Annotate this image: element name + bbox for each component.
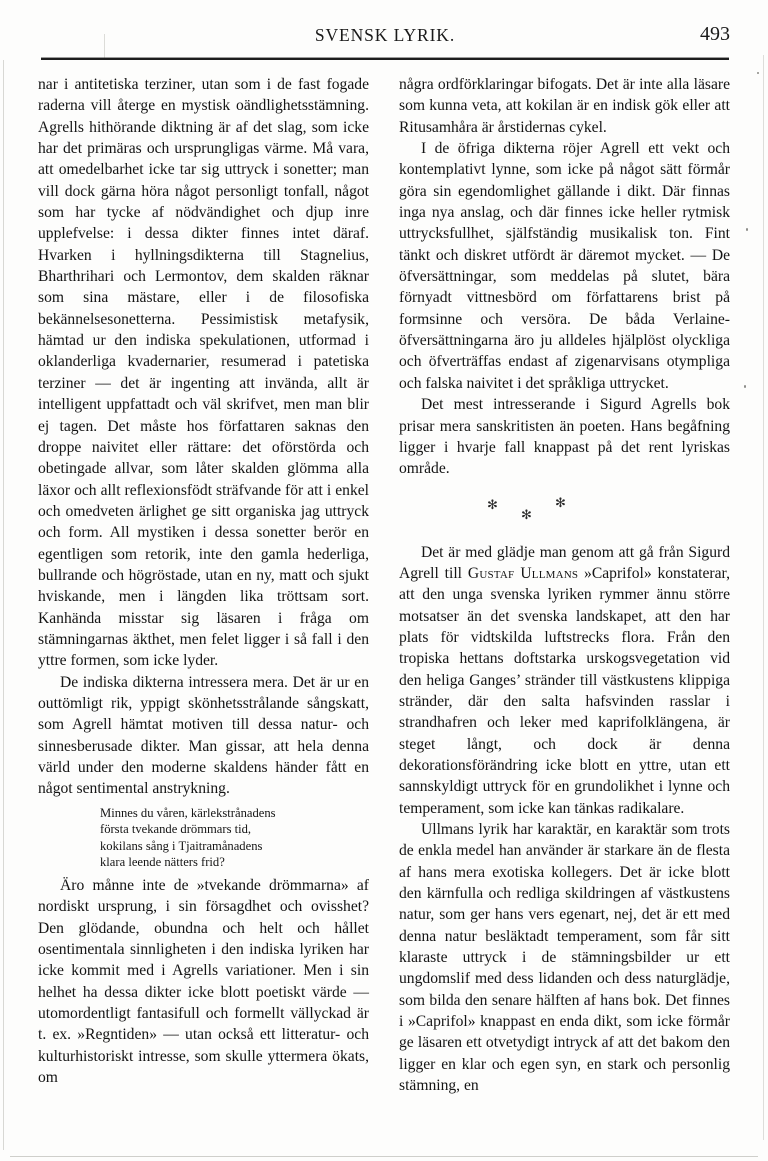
verse-line: Minnes du våren, kärlekstrånadens xyxy=(100,805,276,820)
verse-quotation xyxy=(38,805,369,871)
scan-speck xyxy=(746,228,748,231)
paragraph: De indiska dikterna intressera mera. Det är ur en outtömligt rik, yppigt skönhetsstrålande sångskatt, som Agrell hämtat motiven till dessa natur- och sinnesberusade dikter. Man gissar, att hela denna värld under den moderne skaldens händer fått en något sentimental anstrykning. xyxy=(38,673,369,798)
paragraph: nar i antitetiska terziner, utan som i de fast fogade raderna vill återge en mystisk oändlighetsstämning. Agrells hithörande diktning är af det slag, som icke har det primäras och ursprungligas värme. Må vara, att omedelbarhet icke tar sig uttryck i sonetter; man vill dock gärna höra något personligt tonfall, något som har tycke af nödvändighet och djup inre upplefvelse: i dessa dikter finnes intet däraf. Hvarken i hyllningsdikterna till Stagnelius, Bharthrihari och Lermontov, dem skalden räknar som sina mästare, eller i de filosofiska bekännelsesonetterna. Pessimistisk metafysik, hämtad ur den indiska spekulationen, utformad i oklanderliga kvadernarier, resumerad i patetiska terziner — det är ingenting att invända, allt är intelligent uppfattadt och väl skrifvet, men man blir ej tagen. Det måste hos författaren saknas den droppe naivitet eller rättare: det oförstörda och obetingade allvar, som låter skalden glömma alla läxor och allt reflexionsfödt sträfvande för att i enkel och omedveten ärlighet ge sitt organiska jag uttryck och form. All mystiken i dessa sonetter berör en egentligen som retorik, inte den gamla hederliga, bullrande och högröstade, utan en ny, matt och sjukt hviskande, men i längden lika tröttsam sort. Kanhända misstar sig läsaren i fråga om stämningarnas äkthet, men felet ligger i så fall i den yttre formen, som icke lyder. xyxy=(38,76,369,670)
paragraph: Det mest intresserande i Sigurd Agrells bok prisar mera sanskritisten än poeten. Hans begåfning ligger i hvarje fall knappast på det rent lyriskas område. xyxy=(399,396,730,478)
text-column-right xyxy=(399,74,730,1096)
paragraph: I de öfriga dikterna röjer Agrell ett vekt och kontemplativt lynne, som icke på något sätt förmår göra sin egendomlighet gällande i dikt. Där finnas inga nya anslag, och där finnes icke heller rytmisk uttrycksfullhet, själfständig musikalisk ton. Fint tänkt och diskret utfördt är däremot mycket. — De öfversättningar, som meddelas på slutet, bära förnyadt vittnesbörd om författarens brist på formsinne och versöra. De båda Verlaine-öfversättningarna äro ju alldeles hjälplöst olyckliga och öfverträffas endast af zigenarvisans otympliga och falska naivitet i det språkliga uttrycket. xyxy=(399,140,730,392)
asterisk-icon: ✻ xyxy=(487,496,498,512)
scan-edge-bottom xyxy=(10,1156,758,1157)
page-title: SVENSK LYRIK. xyxy=(314,25,456,45)
asterisk-icon: ✻ xyxy=(555,494,566,510)
verse-line: kokilans sång i Tjaitramånadens xyxy=(100,838,263,853)
author-name: Gustaf Ullmans xyxy=(467,564,579,582)
verse-line: klara leende nätters frid? xyxy=(100,855,225,870)
paragraph xyxy=(399,542,730,819)
scan-edge-right xyxy=(763,55,764,1140)
asterisk-ornament xyxy=(399,492,730,536)
paragraph: Äro månne inte de »tvekande drömmarna» af nordiskt ursprung, i sin försagdhet och ovisshet? Den glödande, obundna och helt och hållet osentimentala sinnligheten i den indiska lyriken har icke kommit med i Agrells variationer. Men i sin helhet ha dessa dikter icke blott poetiskt värde — utomordentligt fantasifull och formellt vällyckad är t. ex. »Regntiden» — utan också ett litteratur- och kulturhistoriskt intresse, som skulle yttermera ökats, om xyxy=(38,877,369,1087)
header-divider xyxy=(41,58,729,60)
scan-edge-left xyxy=(3,60,4,1150)
paragraph: några ordförklaringar bifogats. Det är inte alla läsare som kunna veta, att kokilan är en indisk gök eller att Ritusamhåra är årstidernas cykel. xyxy=(399,76,730,136)
scan-speck xyxy=(757,72,759,74)
verse-line: första tvekande drömmars tid, xyxy=(100,822,252,837)
page-number: 493 xyxy=(700,23,730,45)
paragraph-tail: »Caprifol» konstaterar, att den unga svenska lyriken rymmer ännu större motsatser än det svenska landskapet, att den har plats för vidtskilda luftstrecks flora. Från den tropiska hettans doftstarka urskogsvegetation vid den heliga Ganges’ stränder till västkustens klippiga stränder, där den salta hafsvinden rasslar i strandhafren och leker med kaprifolklängena, är steget långt, och dock är denna dekorationsförändring icke blott en yttre, utan ett sannskyldigt uttryck för en grundolikhet i lynne och temperament, som icke kan tänkas radikalare. xyxy=(399,564,731,817)
paragraph-lead: Det är med glädje man genom att gå från Sigurd Agrell till xyxy=(399,543,730,582)
scan-speck xyxy=(744,385,746,388)
scan-tick xyxy=(104,34,105,58)
paragraph: Ullmans lyrik har karaktär, en karaktär som trots de enkla medel han använder är starkare än de flesta af hans mera exotiska kollegers. Det är icke blott den kärnfulla och redliga skildringen af västkustens natur, som ger hans vers egenart, nej, det är ett med denna natur besläktadt temperament, som får sitt klaraste uttryck i de stämningsbilder ur ett ungdomslif med dess lidanden och dess naturglädje, som bilda den senare hälften af hans bok. Det finnes i »Caprifol» knappast en enda dikt, som icke förmår ge läsaren ett otvetydigt intryck af att det bakom den ligger en klar och egen syn, en stark och personlig stämning, en xyxy=(399,821,730,1095)
text-column-left xyxy=(38,74,369,1089)
running-head xyxy=(40,25,730,55)
asterisk-icon: ✻ xyxy=(521,506,532,522)
